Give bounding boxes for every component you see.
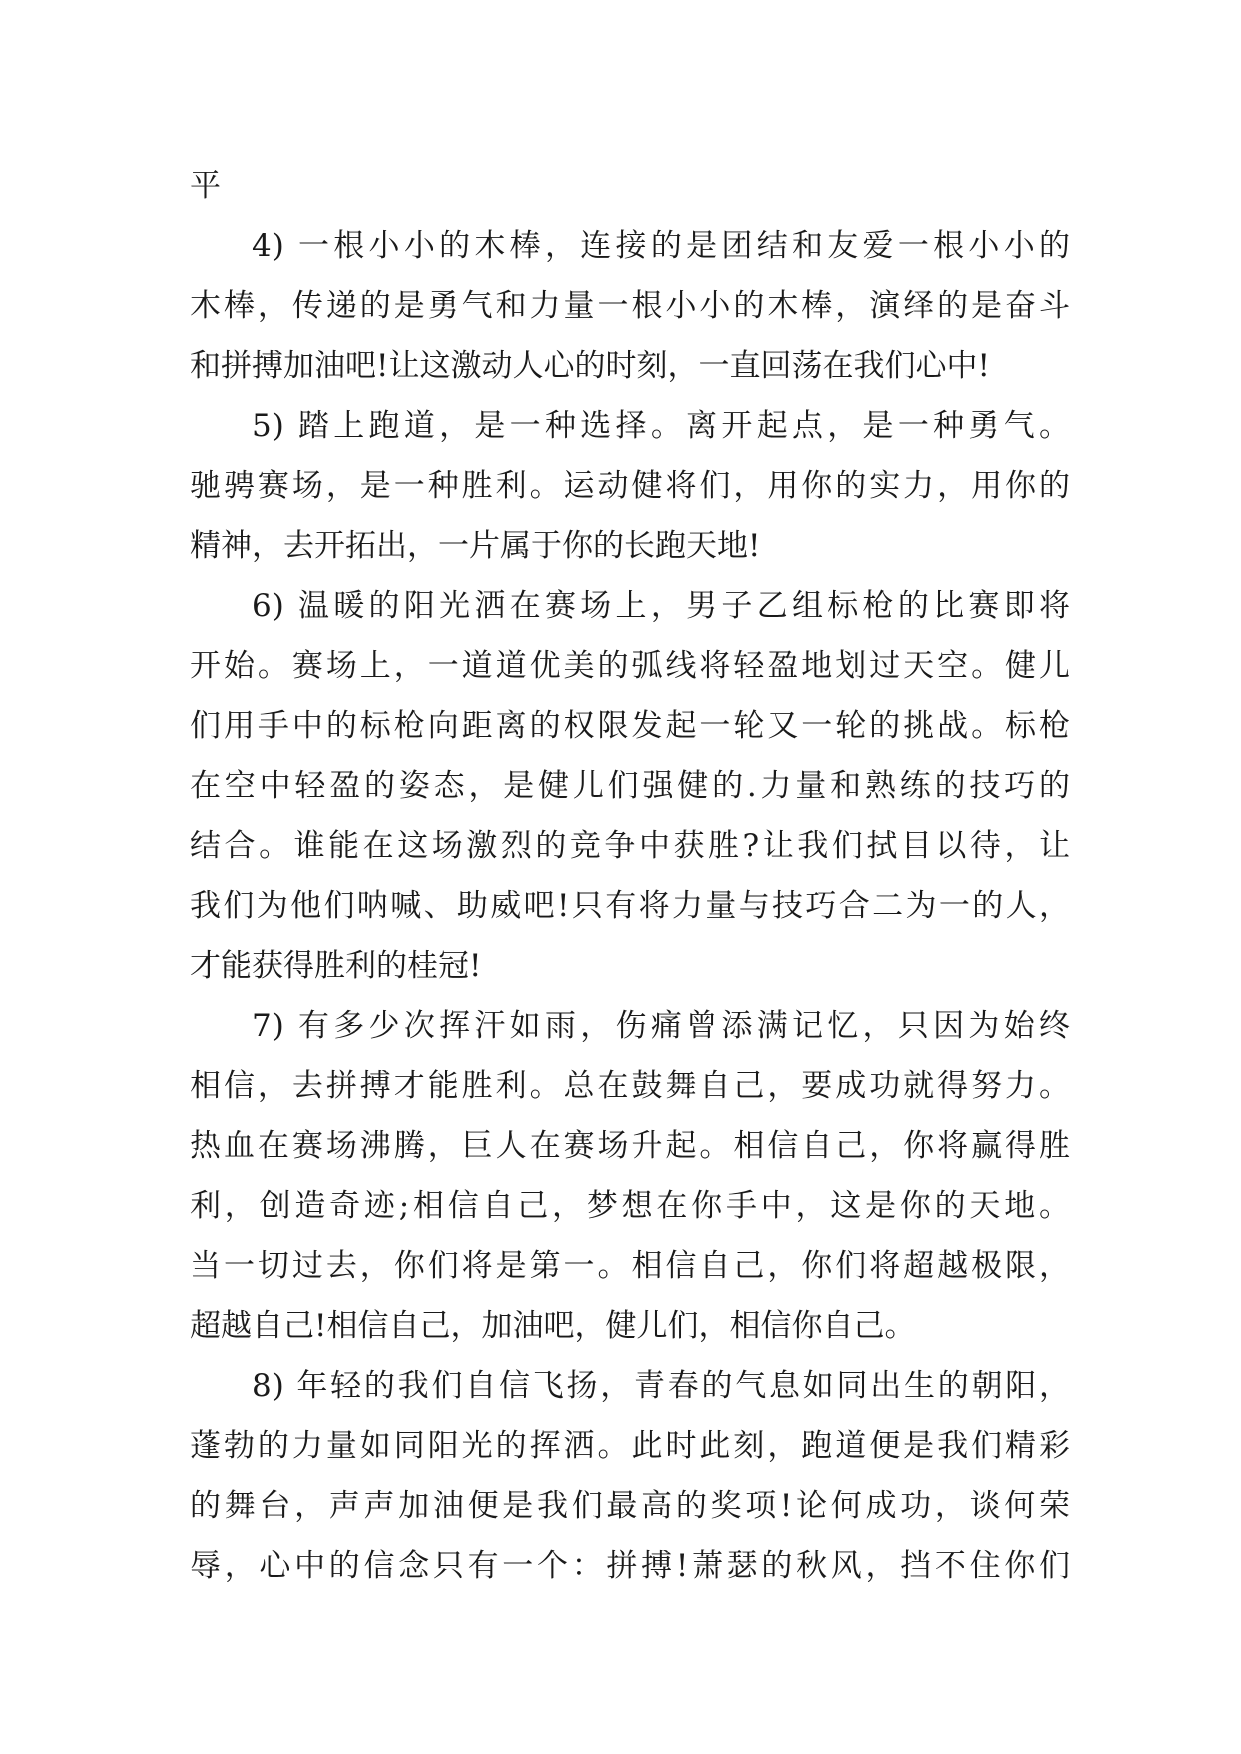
paragraph-line: 们用手中的标枪向距离的权限发起一轮又一轮的挑战。标枪 [190, 708, 1070, 744]
paragraph-line: 的舞台，声声加油便是我们最高的奖项!论何成功，谈何荣 [190, 1488, 1070, 1524]
paragraph-line: 蓬勃的力量如同阳光的挥洒。此时此刻，跑道便是我们精彩 [190, 1428, 1070, 1464]
paragraph-4 [190, 216, 1070, 396]
paragraph-line: 当一切过去，你们将是第一。相信自己，你们将超越极限， [190, 1248, 1070, 1284]
paragraph-line: 和拼搏加油吧!让这激动人心的时刻，一直回荡在我们心中! [190, 348, 990, 384]
paragraph-line: 超越自己!相信自己，加油吧，健儿们，相信你自己。 [190, 1308, 916, 1344]
paragraph-line: 在空中轻盈的姿态，是健儿们强健的.力量和熟练的技巧的 [190, 768, 1070, 804]
paragraph-line: 热血在赛场沸腾，巨人在赛场升起。相信自己，你将赢得胜 [190, 1128, 1070, 1164]
paragraph-line: 6) 温暖的阳光洒在赛场上，男子乙组标枪的比赛即将 [252, 588, 1070, 624]
paragraph-line: 驰骋赛场，是一种胜利。运动健将们，用你的实力，用你的 [190, 468, 1070, 504]
paragraph-line: 才能获得胜利的桂冠! [190, 948, 482, 984]
paragraph-line: 相信，去拼搏才能胜利。总在鼓舞自己，要成功就得努力。 [190, 1068, 1070, 1104]
paragraph-line: 4) 一根小小的木棒，连接的是团结和友爱一根小小的 [252, 228, 1070, 264]
paragraph-line: 结合。谁能在这场激烈的竞争中获胜?让我们拭目以待，让 [190, 828, 1070, 864]
paragraph-line: 8) 年轻的我们自信飞扬，青春的气息如同出生的朝阳， [252, 1368, 1070, 1404]
paragraph-line: 5) 踏上跑道，是一种选择。离开起点，是一种勇气。 [252, 408, 1070, 444]
paragraph-8 [190, 1356, 1070, 1596]
paragraph-7 [190, 996, 1070, 1356]
paragraph-line: 辱，心中的信念只有一个：拼搏!萧瑟的秋风，挡不住你们 [190, 1548, 1070, 1584]
paragraph-5 [190, 396, 1070, 576]
continued-text-fragment: 平 [190, 168, 221, 204]
paragraph-line: 利，创造奇迹;相信自己，梦想在你手中，这是你的天地。 [190, 1188, 1070, 1224]
paragraph-line: 精神，去开拓出，一片属于你的长跑天地! [190, 528, 761, 564]
paragraph-line: 木棒，传递的是勇气和力量一根小小的木棒，演绎的是奋斗 [190, 288, 1070, 324]
paragraph-line: 我们为他们呐喊、助威吧!只有将力量与技巧合二为一的人， [190, 888, 1070, 924]
document-body [190, 156, 1070, 1596]
paragraph-line: 7) 有多少次挥汗如雨，伤痛曾添满记忆，只因为始终 [252, 1008, 1070, 1044]
paragraph-line: 开始。赛场上，一道道优美的弧线将轻盈地划过天空。健儿 [190, 648, 1070, 684]
paragraph-6 [190, 576, 1070, 996]
